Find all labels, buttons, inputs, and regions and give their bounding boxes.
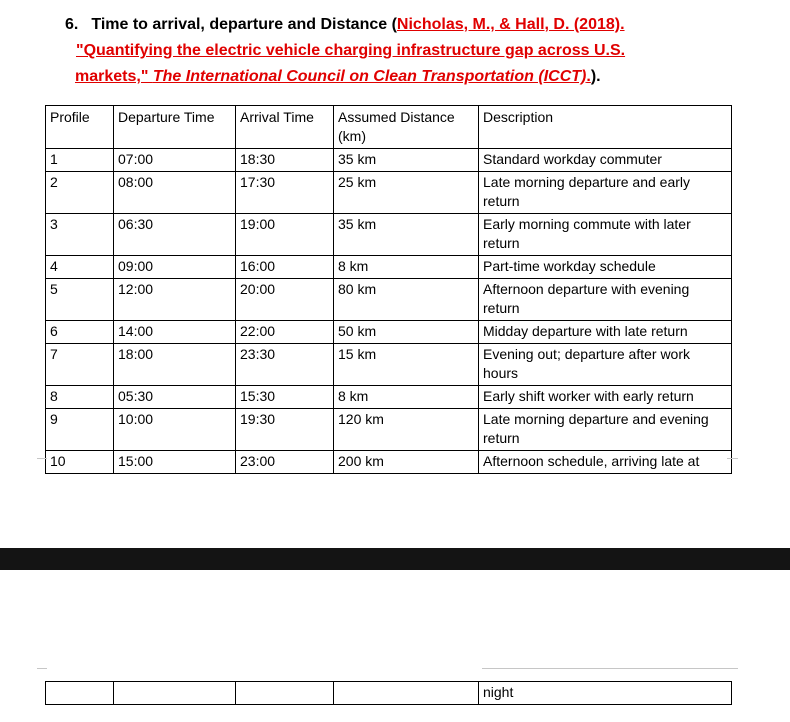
table-row (46, 386, 732, 409)
table-row (46, 451, 732, 474)
col-header-description: Description (479, 106, 732, 149)
cell-distance: 35 km (334, 214, 479, 256)
cell-description: Afternoon departure with evening return (479, 279, 732, 321)
citation-title-end: markets," (75, 68, 153, 85)
cell-profile: 1 (46, 149, 114, 172)
citation-authors: Nicholas, M., & Hall, D. (2018). (396, 16, 625, 33)
cell-departure: 15:00 (114, 451, 236, 474)
continuation-table (45, 681, 732, 705)
cell-distance: 120 km (334, 409, 479, 451)
cell-departure: 06:30 (114, 214, 236, 256)
heading-line-2 (76, 38, 755, 64)
cell-departure: 10:00 (114, 409, 236, 451)
cell-description: Late morning departure and early return (479, 172, 732, 214)
table-header-row (46, 106, 732, 149)
cell-departure (114, 682, 236, 705)
cell-distance: 25 km (334, 172, 479, 214)
cell-profile: 6 (46, 321, 114, 344)
col-header-assumed-distance: Assumed Distance (km) (334, 106, 479, 149)
cell-arrival: 22:00 (236, 321, 334, 344)
col-header-departure-time: Departure Time (114, 106, 236, 149)
heading-line-1 (65, 12, 755, 38)
cell-profile: 7 (46, 344, 114, 386)
table-continuation-mark-left (37, 458, 47, 459)
table-continuation-mark-right (727, 458, 738, 459)
cell-description: Standard workday commuter (479, 149, 732, 172)
cell-description: Early morning commute with later return (479, 214, 732, 256)
cell-arrival (236, 682, 334, 705)
section-heading (65, 12, 755, 90)
cell-departure: 09:00 (114, 256, 236, 279)
cell-distance (334, 682, 479, 705)
cell-distance: 200 km (334, 451, 479, 474)
table-row (46, 344, 732, 386)
cell-arrival: 23:00 (236, 451, 334, 474)
table-row (46, 279, 732, 321)
table-row (46, 321, 732, 344)
table-row (46, 409, 732, 451)
continuation-row (46, 682, 732, 705)
citation-journal: The International Council on Clean Transportation (ICCT) (152, 68, 587, 85)
cell-description: Afternoon schedule, arriving late at (479, 451, 732, 474)
citation-title: "Quantifying the electric vehicle charging infrastructure gap across U.S. (76, 42, 626, 59)
cell-distance: 35 km (334, 149, 479, 172)
cell-profile: 4 (46, 256, 114, 279)
cell-description: Late morning departure and evening return (479, 409, 732, 451)
col-header-arrival-time: Arrival Time (236, 106, 334, 149)
cell-departure: 18:00 (114, 344, 236, 386)
cell-description-continued: night (479, 682, 732, 705)
cell-arrival: 23:30 (236, 344, 334, 386)
cell-profile: 3 (46, 214, 114, 256)
col-header-profile: Profile (46, 106, 114, 149)
cell-distance: 15 km (334, 344, 479, 386)
cell-arrival: 19:00 (236, 214, 334, 256)
cell-arrival: 18:30 (236, 149, 334, 172)
profiles-table (45, 105, 732, 474)
cell-departure: 12:00 (114, 279, 236, 321)
next-page-mark-left (37, 668, 47, 669)
next-page-mark-right (482, 668, 738, 669)
paren-close: ). (590, 68, 601, 85)
cell-description: Evening out; departure after work hours (479, 344, 732, 386)
cell-profile: 10 (46, 451, 114, 474)
cell-departure: 05:30 (114, 386, 236, 409)
cell-departure: 14:00 (114, 321, 236, 344)
heading-line-3 (75, 64, 755, 90)
cell-arrival: 16:00 (236, 256, 334, 279)
heading-title: Time to arrival, departure and Distance (91, 16, 392, 33)
paren-open: ( (391, 16, 397, 33)
cell-distance: 50 km (334, 321, 479, 344)
cell-profile: 9 (46, 409, 114, 451)
table-row (46, 149, 732, 172)
table-row (46, 256, 732, 279)
table-row (46, 172, 732, 214)
cell-description: Midday departure with late return (479, 321, 732, 344)
cell-description: Part-time workday schedule (479, 256, 732, 279)
cell-arrival: 19:30 (236, 409, 334, 451)
cell-profile: 5 (46, 279, 114, 321)
cell-arrival: 15:30 (236, 386, 334, 409)
cell-profile: 2 (46, 172, 114, 214)
cell-distance: 8 km (334, 386, 479, 409)
cell-profile (46, 682, 114, 705)
cell-profile: 8 (46, 386, 114, 409)
heading-number: 6. (65, 16, 79, 33)
cell-distance: 80 km (334, 279, 479, 321)
cell-arrival: 17:30 (236, 172, 334, 214)
cell-arrival: 20:00 (236, 279, 334, 321)
cell-description: Early shift worker with early return (479, 386, 732, 409)
cell-distance: 8 km (334, 256, 479, 279)
table-row (46, 214, 732, 256)
cell-departure: 08:00 (114, 172, 236, 214)
cell-departure: 07:00 (114, 149, 236, 172)
page-break-bar (0, 548, 790, 570)
citation-period: . (586, 68, 591, 85)
